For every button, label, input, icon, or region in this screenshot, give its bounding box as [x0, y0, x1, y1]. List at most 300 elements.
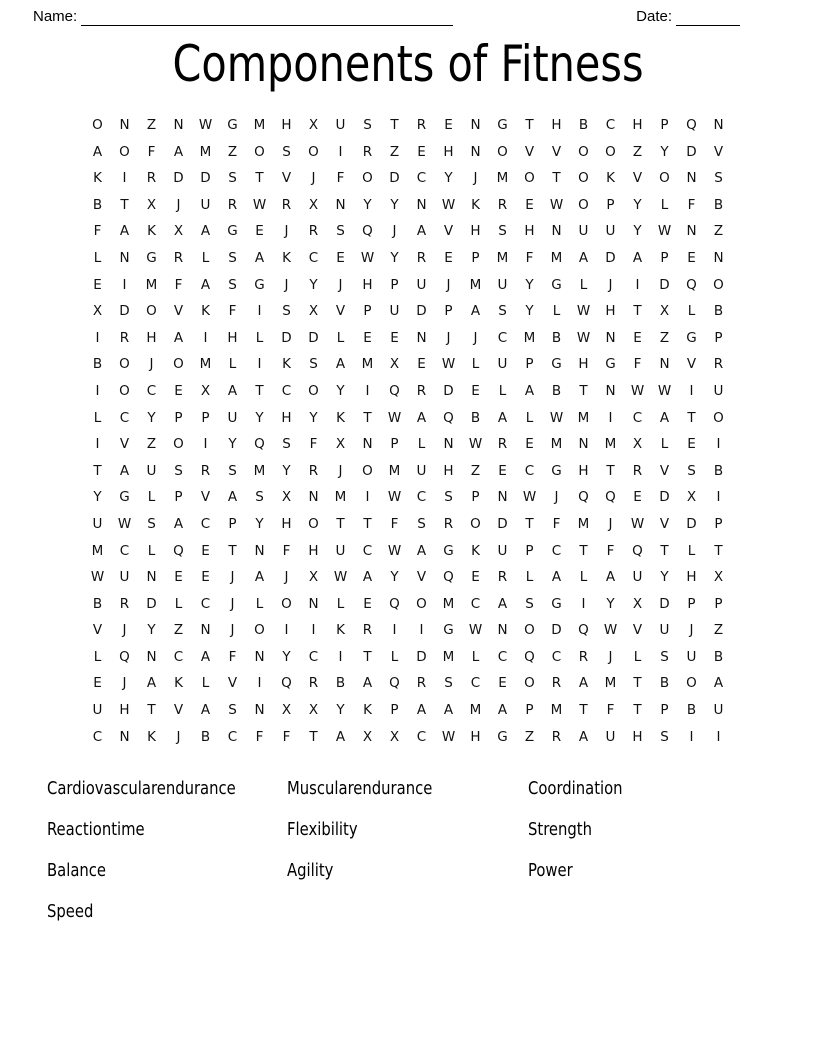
- grid-cell[interactable]: D: [119, 303, 130, 320]
- grid-cell[interactable]: O: [308, 515, 319, 532]
- grid-cell[interactable]: O: [119, 143, 130, 160]
- grid-cell[interactable]: X: [686, 489, 697, 506]
- grid-cell[interactable]: Y: [147, 409, 156, 426]
- grid-cell[interactable]: A: [416, 542, 427, 559]
- grid-cell[interactable]: M: [253, 462, 266, 479]
- grid-cell[interactable]: R: [416, 249, 427, 266]
- grid-cell[interactable]: U: [497, 276, 508, 293]
- grid-cell[interactable]: U: [686, 648, 697, 665]
- grid-cell[interactable]: T: [606, 462, 615, 479]
- grid-cell[interactable]: C: [227, 728, 238, 745]
- grid-cell[interactable]: I: [284, 622, 289, 639]
- grid-cell[interactable]: G: [443, 542, 454, 559]
- grid-cell[interactable]: Y: [228, 436, 237, 453]
- grid-cell[interactable]: N: [497, 489, 508, 506]
- grid-cell[interactable]: P: [606, 196, 615, 213]
- grid-cell[interactable]: W: [198, 117, 213, 133]
- grid-cell[interactable]: V: [659, 462, 670, 479]
- grid-cell[interactable]: V: [281, 170, 292, 187]
- grid-cell[interactable]: U: [200, 196, 211, 213]
- grid-cell[interactable]: L: [525, 409, 534, 426]
- grid-cell[interactable]: J: [608, 276, 613, 293]
- grid-cell[interactable]: U: [605, 223, 616, 240]
- grid-cell[interactable]: P: [390, 436, 399, 453]
- grid-cell[interactable]: J: [338, 276, 343, 293]
- grid-cell[interactable]: Y: [336, 702, 345, 719]
- grid-cell[interactable]: L: [201, 675, 210, 692]
- grid-cell[interactable]: T: [363, 409, 372, 426]
- grid-cell[interactable]: A: [605, 569, 616, 586]
- grid-cell[interactable]: V: [686, 356, 697, 373]
- grid-cell[interactable]: A: [497, 409, 508, 426]
- grid-cell[interactable]: N: [146, 569, 157, 586]
- grid-cell[interactable]: W: [360, 249, 375, 266]
- grid-cell[interactable]: Q: [578, 622, 589, 639]
- grid-cell[interactable]: I: [95, 329, 100, 346]
- grid-cell[interactable]: V: [200, 489, 211, 506]
- grid-cell[interactable]: R: [119, 595, 130, 612]
- grid-cell[interactable]: O: [524, 675, 535, 692]
- grid-cell[interactable]: D: [551, 622, 562, 639]
- grid-cell[interactable]: Q: [119, 648, 130, 665]
- grid-cell[interactable]: C: [308, 249, 319, 266]
- grid-cell[interactable]: O: [470, 515, 481, 532]
- grid-cell[interactable]: N: [119, 728, 130, 745]
- grid-cell[interactable]: C: [416, 170, 427, 187]
- grid-cell[interactable]: W: [522, 489, 537, 506]
- grid-cell[interactable]: E: [201, 542, 210, 559]
- grid-cell[interactable]: Y: [390, 569, 399, 586]
- grid-cell[interactable]: J: [122, 622, 127, 639]
- grid-cell[interactable]: X: [389, 356, 400, 373]
- grid-cell[interactable]: C: [524, 462, 535, 479]
- grid-cell[interactable]: U: [119, 569, 130, 586]
- grid-cell[interactable]: Q: [686, 117, 697, 133]
- grid-cell[interactable]: A: [146, 675, 157, 692]
- grid-cell[interactable]: R: [632, 462, 643, 479]
- grid-cell[interactable]: D: [605, 249, 616, 266]
- grid-cell[interactable]: S: [282, 303, 291, 320]
- grid-cell[interactable]: X: [200, 382, 211, 399]
- grid-cell[interactable]: X: [281, 702, 292, 719]
- grid-cell[interactable]: Y: [525, 276, 534, 293]
- grid-cell[interactable]: I: [203, 436, 208, 453]
- grid-cell[interactable]: P: [660, 249, 669, 266]
- grid-cell[interactable]: U: [416, 276, 427, 293]
- grid-cell[interactable]: E: [444, 117, 453, 133]
- grid-cell[interactable]: I: [689, 728, 694, 745]
- name-write-in-line[interactable]: [81, 11, 453, 26]
- grid-cell[interactable]: J: [284, 276, 289, 293]
- grid-cell[interactable]: E: [417, 143, 426, 160]
- grid-cell[interactable]: W: [657, 382, 672, 399]
- grid-cell[interactable]: J: [338, 462, 343, 479]
- grid-cell[interactable]: J: [176, 728, 181, 745]
- grid-cell[interactable]: Z: [173, 622, 184, 639]
- grid-cell[interactable]: P: [228, 515, 237, 532]
- grid-cell[interactable]: E: [201, 569, 210, 586]
- grid-cell[interactable]: W: [468, 622, 483, 639]
- grid-cell[interactable]: S: [228, 249, 237, 266]
- grid-cell[interactable]: D: [308, 329, 319, 346]
- grid-cell[interactable]: A: [470, 303, 481, 320]
- grid-cell[interactable]: W: [576, 329, 591, 346]
- grid-cell[interactable]: J: [284, 223, 289, 240]
- grid-cell[interactable]: K: [336, 622, 345, 639]
- grid-cell[interactable]: X: [92, 303, 103, 320]
- grid-cell[interactable]: Y: [606, 595, 615, 612]
- grid-cell[interactable]: N: [605, 382, 616, 399]
- grid-cell[interactable]: V: [524, 143, 535, 160]
- grid-cell[interactable]: W: [630, 382, 645, 399]
- grid-cell[interactable]: A: [632, 249, 643, 266]
- grid-cell[interactable]: Y: [363, 196, 372, 213]
- grid-cell[interactable]: Y: [93, 489, 102, 506]
- grid-cell[interactable]: A: [578, 249, 589, 266]
- grid-cell[interactable]: H: [443, 143, 454, 160]
- word-bank-item[interactable]: Cardiovascularendurance: [47, 779, 236, 799]
- grid-cell[interactable]: Q: [362, 223, 373, 240]
- grid-cell[interactable]: U: [92, 515, 103, 532]
- grid-cell[interactable]: E: [417, 356, 426, 373]
- grid-cell[interactable]: R: [308, 675, 319, 692]
- grid-cell[interactable]: R: [308, 462, 319, 479]
- grid-cell[interactable]: Y: [309, 276, 318, 293]
- word-bank-item[interactable]: Balance: [47, 861, 107, 881]
- grid-cell[interactable]: J: [473, 170, 478, 187]
- grid-cell[interactable]: B: [335, 675, 346, 692]
- grid-cell[interactable]: T: [579, 382, 588, 399]
- grid-cell[interactable]: F: [255, 728, 264, 745]
- grid-cell[interactable]: Y: [147, 622, 156, 639]
- word-bank-item[interactable]: Coordination: [528, 779, 623, 799]
- grid-cell[interactable]: O: [362, 462, 373, 479]
- grid-cell[interactable]: W: [90, 569, 105, 586]
- grid-cell[interactable]: W: [387, 542, 402, 559]
- grid-cell[interactable]: I: [338, 648, 343, 665]
- grid-cell[interactable]: A: [227, 382, 238, 399]
- grid-cell[interactable]: L: [201, 249, 210, 266]
- grid-cell[interactable]: P: [174, 409, 183, 426]
- grid-cell[interactable]: H: [281, 409, 292, 426]
- grid-cell[interactable]: N: [686, 223, 697, 240]
- grid-cell[interactable]: T: [390, 117, 399, 133]
- grid-cell[interactable]: R: [362, 143, 373, 160]
- grid-cell[interactable]: A: [173, 143, 184, 160]
- grid-cell[interactable]: T: [309, 728, 318, 745]
- grid-cell[interactable]: C: [470, 675, 481, 692]
- grid-cell[interactable]: Z: [146, 436, 157, 453]
- grid-cell[interactable]: L: [147, 542, 156, 559]
- grid-cell[interactable]: A: [335, 356, 346, 373]
- grid-cell[interactable]: P: [660, 702, 669, 719]
- grid-cell[interactable]: V: [173, 303, 184, 320]
- grid-cell[interactable]: I: [581, 595, 586, 612]
- grid-cell[interactable]: A: [173, 515, 184, 532]
- grid-cell[interactable]: L: [228, 356, 237, 373]
- grid-cell[interactable]: C: [308, 648, 319, 665]
- grid-cell[interactable]: X: [308, 196, 319, 213]
- grid-cell[interactable]: D: [497, 515, 508, 532]
- grid-cell[interactable]: M: [550, 436, 563, 453]
- grid-cell[interactable]: G: [497, 117, 508, 133]
- grid-cell[interactable]: X: [362, 728, 373, 745]
- grid-cell[interactable]: V: [173, 702, 184, 719]
- grid-cell[interactable]: L: [687, 542, 696, 559]
- grid-cell[interactable]: E: [498, 462, 507, 479]
- grid-cell[interactable]: W: [603, 622, 618, 639]
- grid-cell[interactable]: L: [471, 356, 480, 373]
- grid-cell[interactable]: Q: [443, 409, 454, 426]
- grid-cell[interactable]: F: [525, 249, 534, 266]
- grid-cell[interactable]: R: [200, 462, 211, 479]
- grid-cell[interactable]: D: [659, 489, 670, 506]
- grid-cell[interactable]: N: [713, 249, 724, 266]
- grid-cell[interactable]: N: [659, 356, 670, 373]
- grid-cell[interactable]: M: [469, 276, 482, 293]
- grid-cell[interactable]: F: [93, 223, 102, 240]
- grid-cell[interactable]: S: [363, 117, 372, 133]
- grid-cell[interactable]: Z: [659, 329, 670, 346]
- grid-cell[interactable]: A: [416, 223, 427, 240]
- grid-cell[interactable]: L: [660, 436, 669, 453]
- grid-cell[interactable]: L: [552, 303, 561, 320]
- grid-cell[interactable]: P: [363, 303, 372, 320]
- grid-cell[interactable]: W: [387, 489, 402, 506]
- grid-cell[interactable]: N: [497, 622, 508, 639]
- grid-cell[interactable]: I: [257, 356, 262, 373]
- grid-cell[interactable]: U: [146, 462, 157, 479]
- grid-cell[interactable]: M: [577, 515, 590, 532]
- grid-cell[interactable]: E: [174, 382, 183, 399]
- grid-cell[interactable]: R: [551, 675, 562, 692]
- grid-cell[interactable]: G: [227, 117, 238, 133]
- grid-cell[interactable]: H: [119, 702, 130, 719]
- grid-cell[interactable]: Y: [336, 382, 345, 399]
- grid-cell[interactable]: I: [257, 303, 262, 320]
- grid-cell[interactable]: C: [416, 489, 427, 506]
- grid-cell[interactable]: N: [200, 622, 211, 639]
- grid-cell[interactable]: X: [713, 569, 724, 586]
- grid-cell[interactable]: A: [551, 569, 562, 586]
- grid-cell[interactable]: A: [524, 382, 535, 399]
- grid-cell[interactable]: S: [714, 170, 723, 187]
- grid-cell[interactable]: B: [713, 196, 724, 213]
- grid-cell[interactable]: C: [119, 409, 130, 426]
- grid-cell[interactable]: X: [281, 489, 292, 506]
- grid-cell[interactable]: C: [470, 595, 481, 612]
- grid-cell[interactable]: V: [659, 515, 670, 532]
- grid-cell[interactable]: B: [659, 675, 670, 692]
- grid-cell[interactable]: U: [713, 382, 724, 399]
- grid-cell[interactable]: L: [336, 595, 345, 612]
- grid-cell[interactable]: L: [147, 489, 156, 506]
- grid-cell[interactable]: L: [93, 249, 102, 266]
- grid-cell[interactable]: O: [416, 595, 427, 612]
- grid-cell[interactable]: K: [471, 542, 480, 559]
- grid-cell[interactable]: T: [714, 542, 723, 559]
- grid-cell[interactable]: E: [174, 569, 183, 586]
- grid-cell[interactable]: J: [446, 276, 451, 293]
- grid-cell[interactable]: O: [281, 595, 292, 612]
- grid-cell[interactable]: T: [633, 702, 642, 719]
- grid-cell[interactable]: W: [468, 436, 483, 453]
- grid-cell[interactable]: H: [362, 276, 373, 293]
- grid-cell[interactable]: X: [632, 595, 643, 612]
- grid-cell[interactable]: T: [336, 515, 345, 532]
- grid-cell[interactable]: V: [416, 569, 427, 586]
- grid-cell[interactable]: T: [660, 542, 669, 559]
- grid-cell[interactable]: R: [551, 728, 562, 745]
- grid-cell[interactable]: D: [281, 329, 292, 346]
- grid-cell[interactable]: L: [579, 276, 588, 293]
- grid-cell[interactable]: L: [660, 196, 669, 213]
- grid-cell[interactable]: Q: [578, 489, 589, 506]
- grid-cell[interactable]: A: [173, 329, 184, 346]
- grid-cell[interactable]: N: [173, 117, 184, 133]
- grid-cell[interactable]: A: [200, 276, 211, 293]
- grid-cell[interactable]: O: [497, 143, 508, 160]
- grid-cell[interactable]: S: [228, 462, 237, 479]
- grid-cell[interactable]: K: [606, 170, 615, 187]
- grid-cell[interactable]: I: [716, 436, 721, 453]
- grid-cell[interactable]: Y: [525, 303, 534, 320]
- grid-cell[interactable]: D: [200, 170, 211, 187]
- grid-cell[interactable]: L: [498, 382, 507, 399]
- grid-cell[interactable]: N: [146, 648, 157, 665]
- grid-cell[interactable]: M: [334, 489, 347, 506]
- grid-cell[interactable]: X: [308, 569, 319, 586]
- grid-cell[interactable]: O: [524, 170, 535, 187]
- grid-cell[interactable]: H: [281, 515, 292, 532]
- grid-cell[interactable]: J: [176, 196, 181, 213]
- grid-cell[interactable]: Z: [713, 223, 724, 240]
- grid-cell[interactable]: T: [363, 515, 372, 532]
- grid-cell[interactable]: K: [147, 728, 156, 745]
- grid-cell[interactable]: T: [525, 117, 534, 133]
- grid-cell[interactable]: T: [552, 170, 561, 187]
- grid-cell[interactable]: G: [119, 489, 130, 506]
- grid-cell[interactable]: B: [551, 382, 562, 399]
- grid-cell[interactable]: M: [523, 329, 536, 346]
- grid-cell[interactable]: K: [336, 409, 345, 426]
- grid-cell[interactable]: Z: [146, 117, 157, 133]
- grid-cell[interactable]: H: [632, 728, 643, 745]
- grid-cell[interactable]: N: [254, 702, 265, 719]
- grid-cell[interactable]: V: [713, 143, 724, 160]
- grid-cell[interactable]: B: [551, 329, 562, 346]
- grid-cell[interactable]: D: [659, 595, 670, 612]
- grid-cell[interactable]: C: [146, 382, 157, 399]
- grid-cell[interactable]: O: [713, 276, 724, 293]
- grid-cell[interactable]: R: [362, 622, 373, 639]
- grid-cell[interactable]: G: [227, 223, 238, 240]
- grid-cell[interactable]: Q: [389, 595, 400, 612]
- grid-cell[interactable]: V: [92, 622, 103, 639]
- grid-cell[interactable]: W: [549, 196, 564, 213]
- grid-cell[interactable]: D: [416, 303, 427, 320]
- grid-cell[interactable]: Z: [524, 728, 535, 745]
- grid-cell[interactable]: Y: [390, 196, 399, 213]
- grid-cell[interactable]: X: [146, 196, 157, 213]
- grid-cell[interactable]: J: [689, 622, 694, 639]
- grid-cell[interactable]: R: [416, 382, 427, 399]
- word-bank-item[interactable]: Flexibility: [287, 820, 358, 840]
- grid-cell[interactable]: S: [255, 489, 264, 506]
- grid-cell[interactable]: G: [551, 595, 562, 612]
- grid-cell[interactable]: P: [525, 356, 534, 373]
- grid-cell[interactable]: Y: [660, 569, 669, 586]
- grid-cell[interactable]: K: [147, 223, 156, 240]
- grid-cell[interactable]: V: [551, 143, 562, 160]
- grid-cell[interactable]: K: [282, 356, 291, 373]
- grid-cell[interactable]: N: [308, 489, 319, 506]
- grid-cell[interactable]: A: [92, 143, 103, 160]
- grid-cell[interactable]: R: [578, 648, 589, 665]
- grid-cell[interactable]: D: [416, 648, 427, 665]
- grid-cell[interactable]: H: [470, 223, 481, 240]
- grid-cell[interactable]: W: [630, 515, 645, 532]
- grid-cell[interactable]: J: [230, 595, 235, 612]
- grid-cell[interactable]: I: [203, 329, 208, 346]
- grid-cell[interactable]: D: [686, 143, 697, 160]
- grid-cell[interactable]: E: [93, 675, 102, 692]
- grid-cell[interactable]: U: [335, 117, 346, 133]
- grid-cell[interactable]: S: [525, 595, 534, 612]
- grid-cell[interactable]: D: [146, 595, 157, 612]
- grid-cell[interactable]: S: [282, 143, 291, 160]
- grid-cell[interactable]: P: [660, 117, 669, 133]
- grid-cell[interactable]: C: [200, 595, 211, 612]
- grid-cell[interactable]: F: [309, 436, 318, 453]
- grid-cell[interactable]: S: [336, 223, 345, 240]
- word-bank-item[interactable]: Power: [528, 861, 573, 881]
- grid-cell[interactable]: L: [579, 569, 588, 586]
- grid-cell[interactable]: P: [201, 409, 210, 426]
- grid-cell[interactable]: M: [442, 595, 455, 612]
- grid-cell[interactable]: A: [200, 702, 211, 719]
- grid-cell[interactable]: A: [497, 702, 508, 719]
- grid-cell[interactable]: E: [93, 276, 102, 293]
- grid-cell[interactable]: S: [282, 436, 291, 453]
- grid-cell[interactable]: C: [416, 728, 427, 745]
- grid-cell[interactable]: E: [525, 196, 534, 213]
- grid-cell[interactable]: U: [605, 728, 616, 745]
- grid-cell[interactable]: U: [578, 223, 589, 240]
- grid-cell[interactable]: K: [201, 303, 210, 320]
- grid-cell[interactable]: F: [390, 515, 399, 532]
- grid-cell[interactable]: U: [497, 356, 508, 373]
- grid-cell[interactable]: G: [686, 329, 697, 346]
- grid-cell[interactable]: M: [496, 249, 509, 266]
- grid-cell[interactable]: N: [443, 436, 454, 453]
- grid-cell[interactable]: O: [254, 143, 265, 160]
- grid-cell[interactable]: S: [687, 462, 696, 479]
- grid-cell[interactable]: M: [604, 675, 617, 692]
- grid-cell[interactable]: C: [497, 648, 508, 665]
- grid-cell[interactable]: W: [252, 196, 267, 213]
- grid-cell[interactable]: N: [254, 648, 265, 665]
- grid-cell[interactable]: N: [551, 223, 562, 240]
- grid-cell[interactable]: E: [687, 436, 696, 453]
- grid-cell[interactable]: F: [606, 702, 615, 719]
- grid-cell[interactable]: M: [253, 117, 266, 133]
- grid-cell[interactable]: S: [147, 515, 156, 532]
- grid-cell[interactable]: B: [578, 117, 589, 133]
- grid-cell[interactable]: B: [686, 702, 697, 719]
- grid-cell[interactable]: W: [387, 409, 402, 426]
- grid-cell[interactable]: A: [578, 675, 589, 692]
